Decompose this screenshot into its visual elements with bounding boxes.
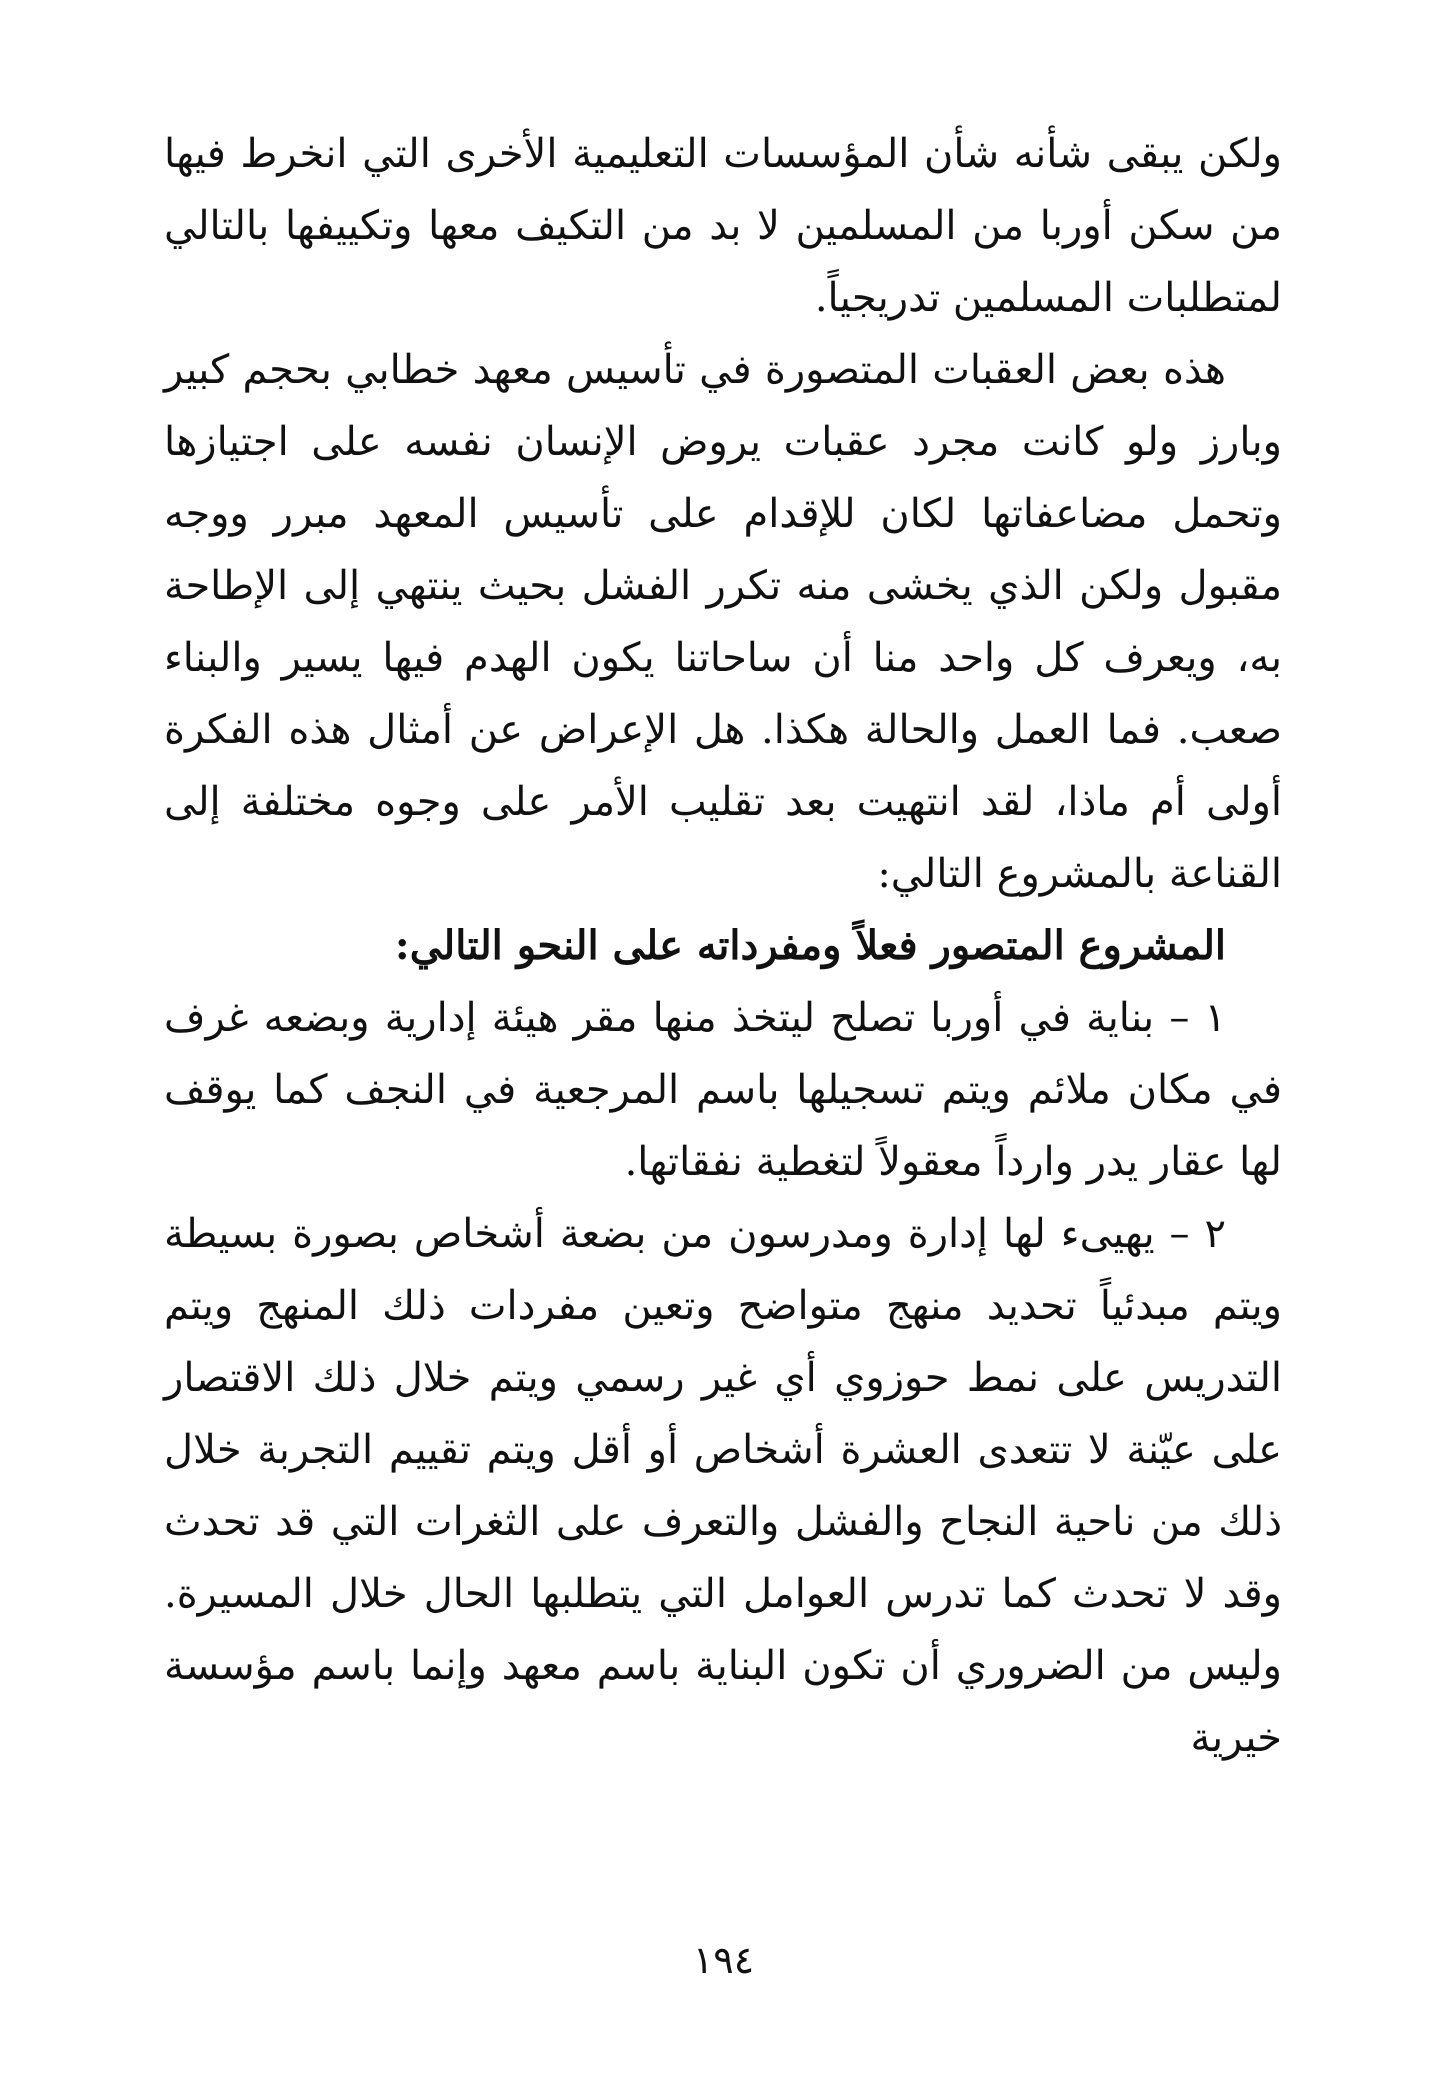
paragraph-item-1: ١ – بناية في أوربا تصلح ليتخذ منها مقر هيئة إدارية وبضعه غرف في مكان ملائم ويتم تسجيلها باسم المرجعية في النجف كما يوقف لها عقار يدر وارداً معقولاً لتغطية نفقاتها.	[164, 995, 1282, 1185]
section-heading: المشروع المتصور فعلاً ومفرداته على النحو التالي:	[394, 922, 1226, 969]
paragraph-item-2: ٢ – يهيىء لها إدارة ومدرسون من بضعة أشخاص بصورة بسيطة ويتم مبدئياً تحديد منهج متواضح وتعين مفردات ذلك المنهج ويتم التدريس على نمط حوزوي أي غير رسمي ويتم خلال ذلك الاقتصار على عيّنة لا تتعدى العشرة أشخاص أو أقل ويتم تقييم التجربة خلال ذلك من ناحية النجاح والفشل والتعرف على الثغرات التي قد تحدث وقد لا تحدث كما تدرس العوامل التي يتطلبها الحال خلال المسيرة. وليس من الضروري أن تكون البناية باسم معهد وإنما باسم مؤسسة خيرية	[164, 1211, 1282, 1761]
page-number: ١٩٤	[692, 1938, 755, 1982]
paragraph-2: هذه بعض العقبات المتصورة في تأسيس معهد خطابي بحجم كبير وبارز ولو كانت مجرد عقبات يروض الإنسان نفسه على اجتيازها وتحمل مضاعفاتها لكان للإقدام على تأسيس المعهد مبرر ووجه مقبول ولكن الذي يخشى منه تكرر الفشل بحيث ينتهي إلى الإطاحة به، ويعرف كل واحد منا أن ساحاتنا يكون الهدم فيها يسير والبناء صعب. فما العمل والحالة هكذا. هل الإعراض عن أمثال هذه الفكرة أولى أم ماذا، لقد انتهيت بعد تقليب الأمر على وجوه مختلفة إلى القناعة بالمشروع التالي:	[164, 347, 1282, 897]
paragraph-1: ولكن يبقى شأنه شأن المؤسسات التعليمية الأخرى التي انخرط فيها من سكن أوربا من المسلمين لا بد من التكيف معها وتكييفها بالتالي لمتطلبات المسلمين تدريجياً.	[164, 131, 1282, 321]
body-text	[164, 118, 1282, 1774]
